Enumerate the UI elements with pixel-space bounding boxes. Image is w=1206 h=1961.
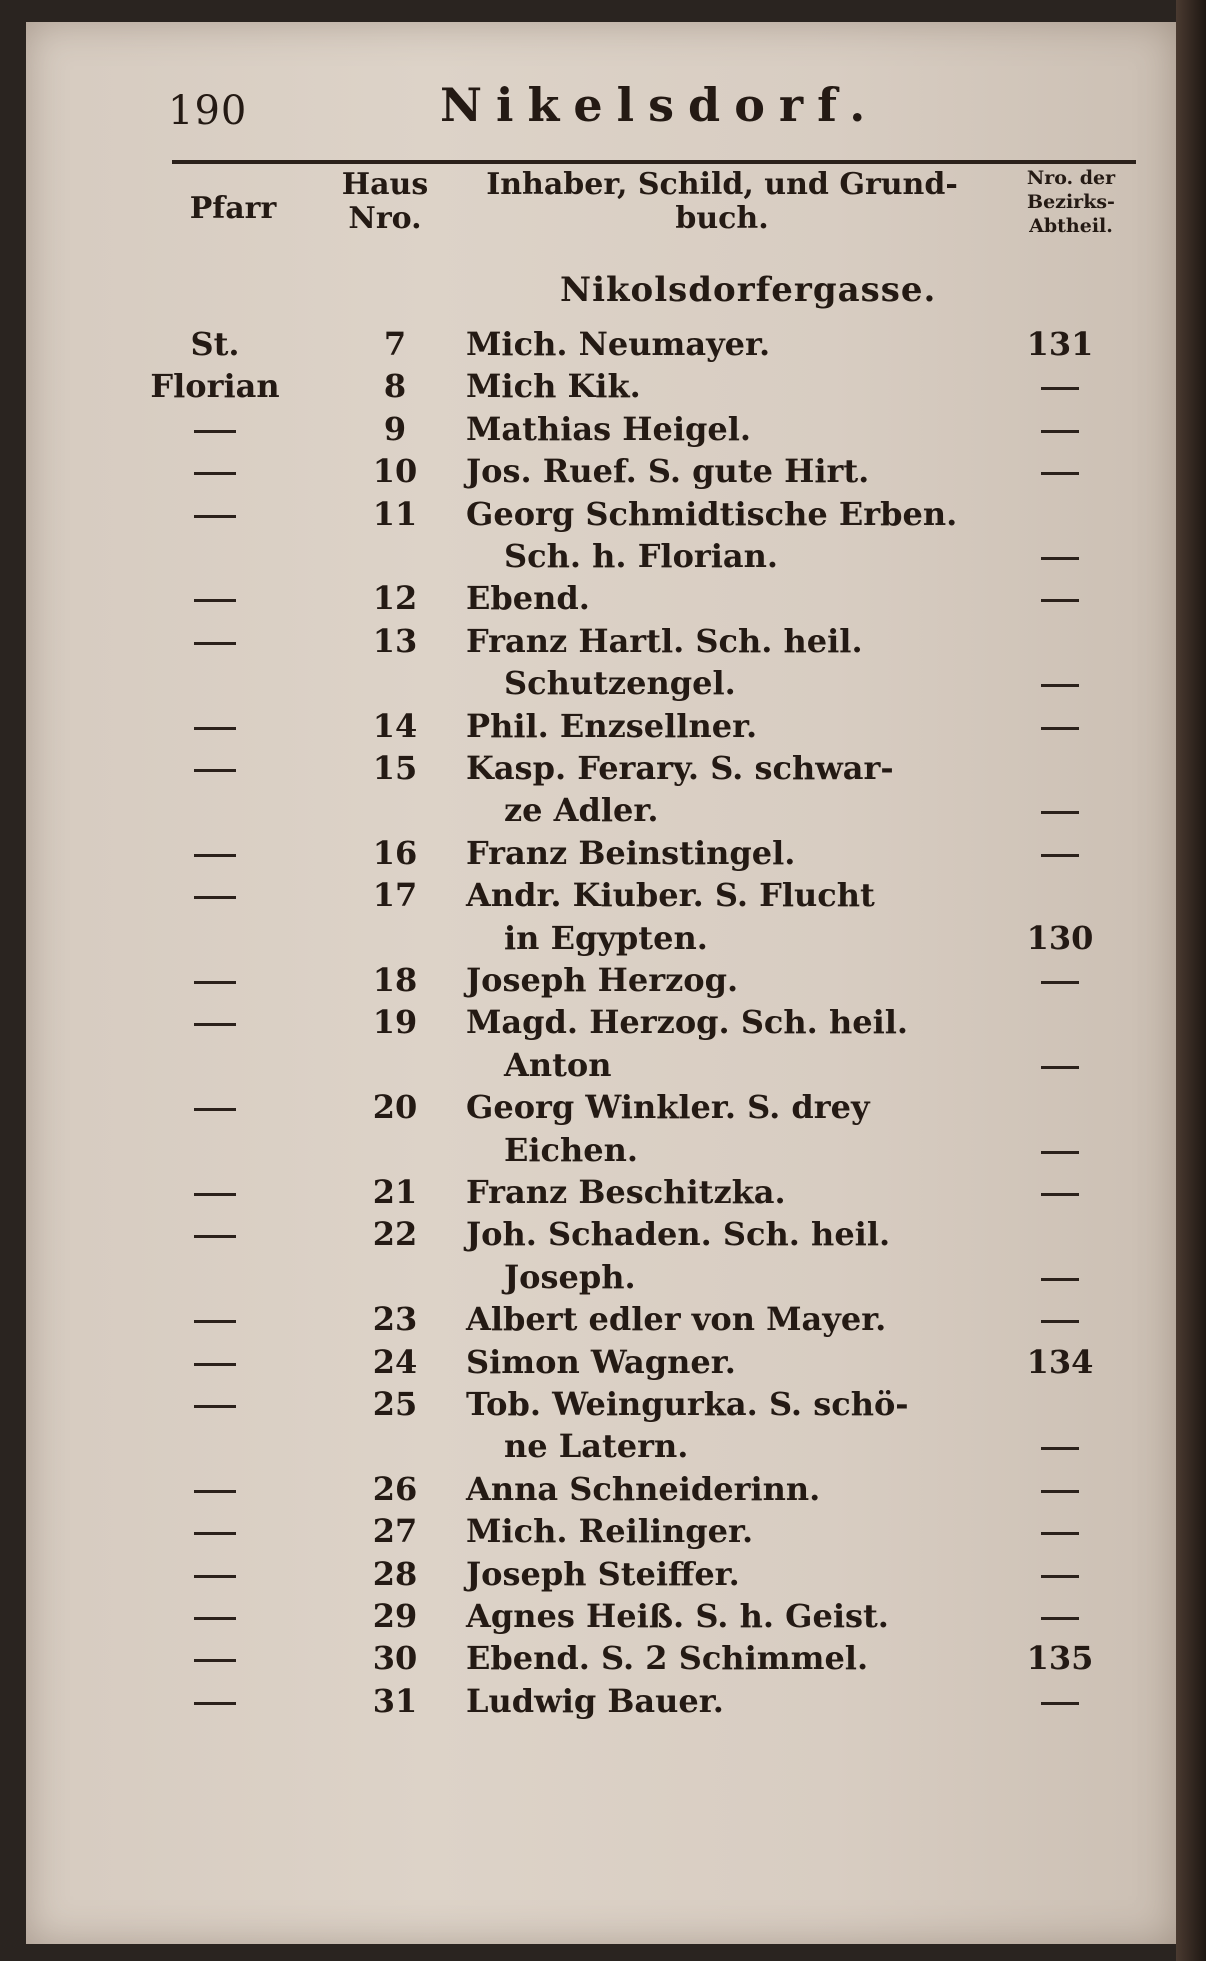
ditto-dash xyxy=(194,515,236,518)
cell-bezirks-nro xyxy=(1010,536,1110,576)
cell-inhaber: Mathias Heigel. xyxy=(466,409,752,448)
cell-inhaber: Joseph. xyxy=(504,1257,636,1296)
cell-haus-nro: 22 xyxy=(372,1215,418,1254)
cell-bezirks-nro xyxy=(1010,1681,1110,1721)
ditto-dash xyxy=(194,642,236,645)
cell-pfarr xyxy=(150,1384,280,1424)
cell-bezirks-nro xyxy=(1010,1596,1110,1636)
ditto-dash xyxy=(194,981,236,984)
ditto-dash xyxy=(194,1235,236,1238)
cell-haus-nro: 7 xyxy=(383,325,407,363)
ditto-dash xyxy=(1041,684,1079,687)
cell-inhaber: ne Latern. xyxy=(504,1427,689,1466)
cell-bezirks-nro xyxy=(1010,1299,1110,1339)
cell-bezirks-nro xyxy=(1010,706,1110,746)
ditto-dash xyxy=(194,896,236,899)
cell-bezirks-nro xyxy=(1010,1172,1110,1212)
cell-haus-nro: 16 xyxy=(372,833,418,872)
ditto-dash xyxy=(1041,811,1079,814)
cell-inhaber: Joseph Herzog. xyxy=(466,961,739,999)
ditto-dash xyxy=(194,727,236,730)
cell-inhaber: Tob. Weingurka. S. schö- xyxy=(466,1385,909,1423)
running-title: Nikelsdorf. xyxy=(440,78,880,132)
cell-haus-nro: 28 xyxy=(372,1554,418,1593)
column-header-bezirks-nro: Nro. der Bezirks-Abtheil. xyxy=(1026,167,1116,237)
column-header-pfarr: Pfarr xyxy=(189,191,277,226)
cell-inhaber: Franz Hartl. Sch. heil. xyxy=(466,621,863,660)
ditto-dash xyxy=(1041,1702,1079,1705)
cell-pfarr xyxy=(150,578,280,618)
cell-haus-nro: 9 xyxy=(383,409,407,448)
cell-bezirks-nro: 135 xyxy=(1026,1639,1094,1678)
cell-haus-nro: 14 xyxy=(372,706,418,745)
ditto-dash xyxy=(194,1023,236,1026)
cell-pfarr xyxy=(150,1469,280,1509)
ditto-dash xyxy=(1041,1320,1079,1323)
cell-inhaber: Mich. Reilinger. xyxy=(466,1512,754,1551)
ditto-dash xyxy=(194,472,236,475)
ditto-dash xyxy=(194,1659,236,1662)
cell-bezirks-nro xyxy=(1010,833,1110,873)
cell-haus-nro: 10 xyxy=(372,452,418,491)
cell-pfarr xyxy=(150,1638,280,1678)
cell-inhaber: Franz Beschitzka. xyxy=(466,1173,786,1211)
cell-inhaber: Ebend. xyxy=(466,579,590,618)
cell-inhaber: Sch. h. Florian. xyxy=(504,537,779,575)
cell-haus-nro: 27 xyxy=(372,1512,418,1551)
cell-pfarr xyxy=(150,494,280,534)
header-rule xyxy=(172,160,1136,164)
ditto-dash xyxy=(1041,387,1079,390)
column-header-inhaber: Inhaber, Schild, und Grund-buch. xyxy=(486,167,958,236)
ditto-dash xyxy=(194,854,236,857)
ditto-dash xyxy=(1041,1447,1079,1450)
ditto-dash xyxy=(1041,854,1079,857)
ditto-dash xyxy=(1041,557,1079,560)
ditto-dash xyxy=(1041,1575,1079,1578)
ditto-dash xyxy=(1041,599,1079,602)
ditto-dash xyxy=(194,1405,236,1408)
cell-inhaber: ze Adler. xyxy=(504,791,659,830)
cell-pfarr: St. xyxy=(190,325,240,363)
ditto-dash xyxy=(1041,1066,1079,1069)
ditto-dash xyxy=(194,1575,236,1578)
cell-inhaber: Andr. Kiuber. S. Flucht xyxy=(466,876,875,915)
cell-pfarr: Florian xyxy=(150,367,280,406)
cell-pfarr xyxy=(150,1002,280,1042)
cell-inhaber: Ludwig Bauer. xyxy=(466,1681,724,1720)
ditto-dash xyxy=(194,1532,236,1535)
cell-inhaber: Kasp. Ferary. S. schwar- xyxy=(466,749,894,787)
cell-bezirks-nro xyxy=(1010,1426,1110,1466)
cell-inhaber: Anton xyxy=(504,1045,612,1084)
cell-pfarr xyxy=(150,1087,280,1127)
cell-inhaber: Simon Wagner. xyxy=(466,1342,736,1381)
cell-inhaber: Phil. Enzsellner. xyxy=(466,706,758,745)
cell-pfarr xyxy=(150,451,280,491)
ditto-dash xyxy=(1041,1617,1079,1620)
cell-pfarr xyxy=(150,1172,280,1212)
cell-inhaber: Joh. Schaden. Sch. heil. xyxy=(466,1215,891,1254)
ditto-dash xyxy=(194,1320,236,1323)
cell-haus-nro: 17 xyxy=(372,876,418,915)
column-header-haus-nro: Haus Nro. xyxy=(341,167,429,236)
cell-haus-nro: 12 xyxy=(372,579,418,618)
cell-pfarr xyxy=(150,1554,280,1594)
cell-bezirks-nro xyxy=(1010,1045,1110,1085)
ditto-dash xyxy=(194,1490,236,1493)
cell-inhaber: Eichen. xyxy=(504,1130,639,1169)
cell-bezirks-nro xyxy=(1010,409,1110,449)
cell-bezirks-nro xyxy=(1010,1257,1110,1297)
cell-inhaber: Agnes Heiß. S. h. Geist. xyxy=(466,1597,889,1635)
cell-pfarr xyxy=(150,1342,280,1382)
section-heading: Nikolsdorfergasse. xyxy=(560,270,937,310)
cell-inhaber: Georg Winkler. S. drey xyxy=(466,1088,870,1127)
cell-pfarr xyxy=(150,621,280,661)
cell-pfarr xyxy=(150,1681,280,1721)
page-number: 190 xyxy=(168,88,248,134)
ditto-dash xyxy=(194,1702,236,1705)
ditto-dash xyxy=(1041,727,1079,730)
cell-pfarr xyxy=(150,748,280,788)
cell-haus-nro: 30 xyxy=(372,1639,418,1678)
cell-inhaber: Mich. Neumayer. xyxy=(466,325,771,363)
cell-pfarr xyxy=(150,409,280,449)
ditto-dash xyxy=(1041,1193,1079,1196)
cell-inhaber: Ebend. S. 2 Schimmel. xyxy=(466,1639,869,1678)
ditto-dash xyxy=(194,1363,236,1366)
cell-haus-nro: 19 xyxy=(372,1003,418,1042)
cell-inhaber: in Egypten. xyxy=(504,918,708,957)
ditto-dash xyxy=(1041,1151,1079,1154)
cell-inhaber: Joseph Steiffer. xyxy=(466,1554,740,1593)
cell-haus-nro: 21 xyxy=(372,1173,418,1211)
cell-haus-nro: 11 xyxy=(372,494,418,533)
cell-pfarr xyxy=(150,706,280,746)
ditto-dash xyxy=(1041,430,1079,433)
ditto-dash xyxy=(1041,1532,1079,1535)
ditto-dash xyxy=(1041,1490,1079,1493)
cell-bezirks-nro xyxy=(1010,663,1110,703)
ditto-dash xyxy=(194,1617,236,1620)
cell-bezirks-nro xyxy=(1010,1469,1110,1509)
ditto-dash xyxy=(194,1108,236,1111)
cell-haus-nro: 25 xyxy=(372,1385,418,1423)
cell-bezirks-nro xyxy=(1010,578,1110,618)
cell-inhaber: Schutzengel. xyxy=(504,664,736,703)
ditto-dash xyxy=(1041,472,1079,475)
cell-haus-nro: 29 xyxy=(372,1597,418,1635)
cell-haus-nro: 8 xyxy=(383,367,407,406)
cell-pfarr xyxy=(150,960,280,1000)
cell-inhaber: Anna Schneiderinn. xyxy=(466,1469,821,1508)
cell-bezirks-nro xyxy=(1010,366,1110,406)
ditto-dash xyxy=(1041,1278,1079,1281)
cell-haus-nro: 24 xyxy=(372,1342,418,1381)
cell-bezirks-nro: 130 xyxy=(1026,918,1094,957)
cell-pfarr xyxy=(150,875,280,915)
cell-bezirks-nro xyxy=(1010,1511,1110,1551)
cell-haus-nro: 23 xyxy=(372,1300,418,1339)
cell-inhaber: Magd. Herzog. Sch. heil. xyxy=(466,1003,909,1042)
cell-bezirks-nro xyxy=(1010,960,1110,1000)
cell-inhaber: Georg Schmidtische Erben. xyxy=(466,494,958,533)
cell-inhaber: Franz Beinstingel. xyxy=(466,833,796,872)
cell-bezirks-nro xyxy=(1010,790,1110,830)
cell-bezirks-nro: 134 xyxy=(1026,1342,1094,1381)
cell-haus-nro: 31 xyxy=(372,1681,418,1720)
cell-bezirks-nro: 131 xyxy=(1026,325,1094,363)
ditto-dash xyxy=(194,1193,236,1196)
cell-haus-nro: 13 xyxy=(372,621,418,660)
cell-pfarr xyxy=(150,1511,280,1551)
cell-inhaber: Mich Kik. xyxy=(466,367,641,406)
cell-pfarr xyxy=(150,1596,280,1636)
cell-haus-nro: 15 xyxy=(372,749,418,787)
ditto-dash xyxy=(194,599,236,602)
cell-pfarr xyxy=(150,1299,280,1339)
cell-pfarr xyxy=(150,833,280,873)
cell-haus-nro: 20 xyxy=(372,1088,418,1127)
cell-bezirks-nro xyxy=(1010,451,1110,491)
cell-haus-nro: 18 xyxy=(372,961,418,999)
cell-bezirks-nro xyxy=(1010,1130,1110,1170)
cell-inhaber: Albert edler von Mayer. xyxy=(466,1300,887,1339)
ditto-dash xyxy=(194,430,236,433)
ditto-dash xyxy=(194,769,236,772)
book-spine xyxy=(1176,0,1206,1961)
cell-pfarr xyxy=(150,1214,280,1254)
cell-bezirks-nro xyxy=(1010,1554,1110,1594)
cell-haus-nro: 26 xyxy=(372,1469,418,1508)
cell-inhaber: Jos. Ruef. S. gute Hirt. xyxy=(466,452,870,491)
ditto-dash xyxy=(1041,981,1079,984)
